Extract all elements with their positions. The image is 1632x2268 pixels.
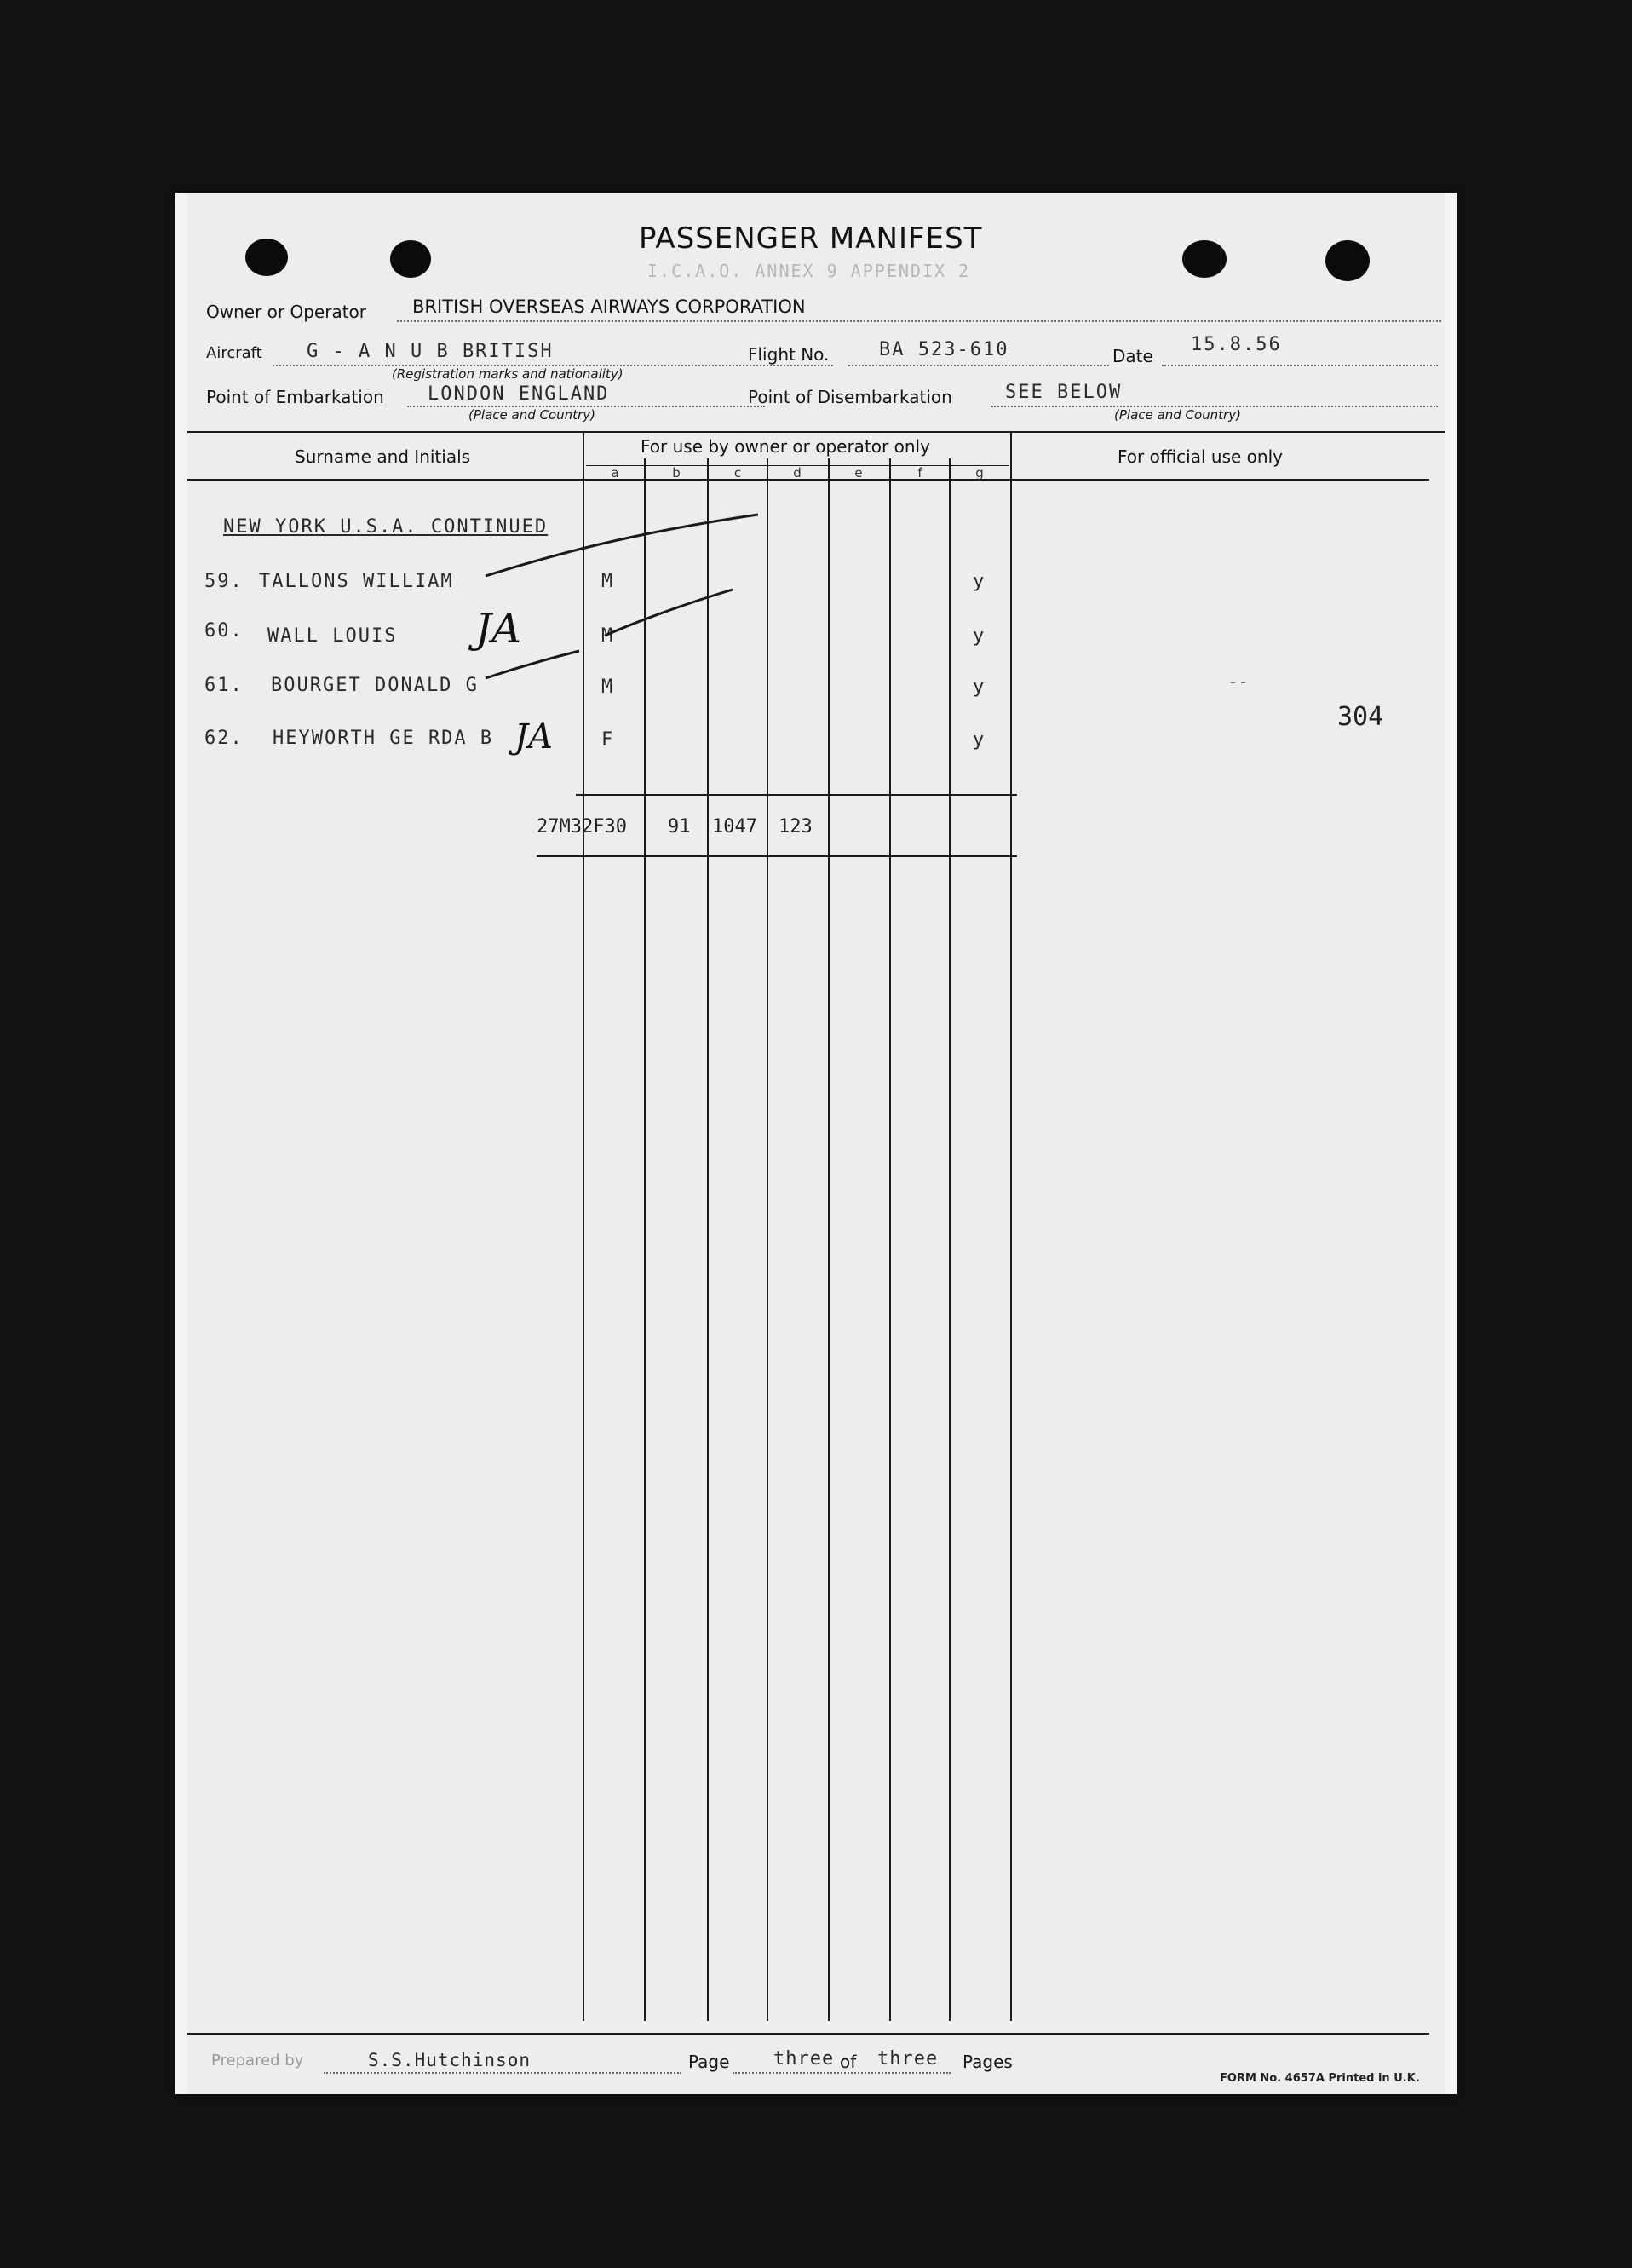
flight-value: BA 523-610 [879, 339, 1009, 360]
handwritten-initials: JA [514, 717, 553, 757]
prepared-label: Prepared by [211, 2052, 304, 2069]
row-col-a: M [601, 676, 615, 698]
column-divider-f [889, 458, 891, 2021]
date-value: 15.8.56 [1191, 334, 1282, 355]
of-value: three [877, 2048, 939, 2069]
subcol-g: g [975, 465, 984, 481]
page-title: PASSENGER MANIFEST [639, 222, 983, 256]
owner-value: BRITISH OVERSEAS AIRWAYS CORPORATION [412, 296, 806, 317]
header-owner-use: For use by owner or operator only [641, 436, 930, 457]
flight-dotted-line [848, 365, 1109, 366]
row-number: 61. [204, 675, 244, 696]
date-dotted-line [1162, 365, 1438, 366]
row-number: 59. [204, 571, 244, 592]
pages-label: Pages [963, 2052, 1013, 2072]
punch-hole [390, 240, 431, 278]
column-divider-d [767, 458, 768, 2021]
column-divider-g [949, 458, 951, 2021]
row-col-a: M [601, 571, 615, 592]
owner-dotted-line [397, 320, 1441, 322]
totals-col-c: 1047 [712, 816, 757, 838]
registration-note: (Registration marks and nationality) [392, 366, 623, 382]
owner-label: Owner or Operator [206, 302, 366, 322]
form-subtitle: I.C.A.O. ANNEX 9 APPENDIX 2 [647, 261, 971, 281]
subcol-d: d [793, 465, 802, 481]
embarkation-note: (Place and Country) [468, 407, 595, 423]
row-col-g: y [973, 729, 986, 751]
punch-hole [1325, 240, 1370, 281]
totals-col-b: 91 [668, 816, 691, 838]
of-label: of [840, 2052, 857, 2072]
totals-top-rule [576, 794, 1017, 796]
date-label: Date [1112, 346, 1153, 366]
disembarkation-value: SEE BELOW [1005, 382, 1123, 403]
disembarkation-note: (Place and Country) [1114, 407, 1241, 423]
subcol-e: e [854, 465, 863, 481]
official-number: 304 [1337, 702, 1384, 732]
form-number: FORM No. 4657A Printed in U.K. [1220, 2072, 1420, 2085]
manifest-form [187, 193, 1445, 2094]
aircraft-label: Aircraft [206, 344, 262, 362]
totals-label: 27M32F30 [537, 816, 627, 838]
page-dotted-line [733, 2072, 951, 2074]
disembarkation-label: Point of Disembarkation [748, 387, 952, 407]
header-official-use: For official use only [1118, 446, 1283, 467]
row-name: TALLONS WILLIAM [259, 571, 454, 592]
totals-bottom-rule [537, 855, 1017, 857]
row-col-a: M [601, 625, 615, 647]
row-col-g: y [973, 571, 986, 592]
header-surname: Surname and Initials [295, 446, 471, 467]
prepared-dotted-line [324, 2072, 681, 2074]
handwritten-initials: JA [475, 605, 521, 653]
row-col-g: y [973, 625, 986, 647]
row-name: WALL LOUIS [267, 625, 398, 647]
embarkation-value: LONDON ENGLAND [428, 383, 610, 405]
subcol-b: b [672, 465, 681, 481]
embarkation-label: Point of Embarkation [206, 387, 384, 407]
footer-rule [187, 2033, 1429, 2035]
column-divider-official [1010, 433, 1012, 2021]
prepared-value: S.S.Hutchinson [368, 2050, 532, 2070]
row-number: 60. [204, 620, 244, 642]
official-mark: - - [1230, 673, 1246, 691]
row-name: HEYWORTH GE RDA B [273, 728, 494, 749]
table-header-rule [187, 479, 1429, 481]
aircraft-value: G - A N U B BRITISH [307, 341, 554, 362]
subcol-c: c [733, 465, 742, 481]
row-number: 62. [204, 728, 244, 749]
table-top-rule [187, 431, 1445, 433]
subcol-f: f [917, 465, 922, 481]
page-label: Page [688, 2052, 730, 2072]
punch-hole [1182, 240, 1227, 278]
row-col-a: F [601, 729, 615, 751]
punch-hole [245, 239, 288, 276]
totals-col-d: 123 [779, 816, 813, 838]
subcol-a: a [611, 465, 619, 481]
column-divider-e [828, 458, 830, 2021]
page-value: three [773, 2048, 835, 2069]
flight-label: Flight No. [748, 344, 830, 365]
row-col-g: y [973, 676, 986, 698]
section-heading: NEW YORK U.S.A. CONTINUED [223, 516, 549, 538]
manifest-sheet [175, 193, 1457, 2094]
row-name: BOURGET DONALD G [271, 675, 479, 696]
